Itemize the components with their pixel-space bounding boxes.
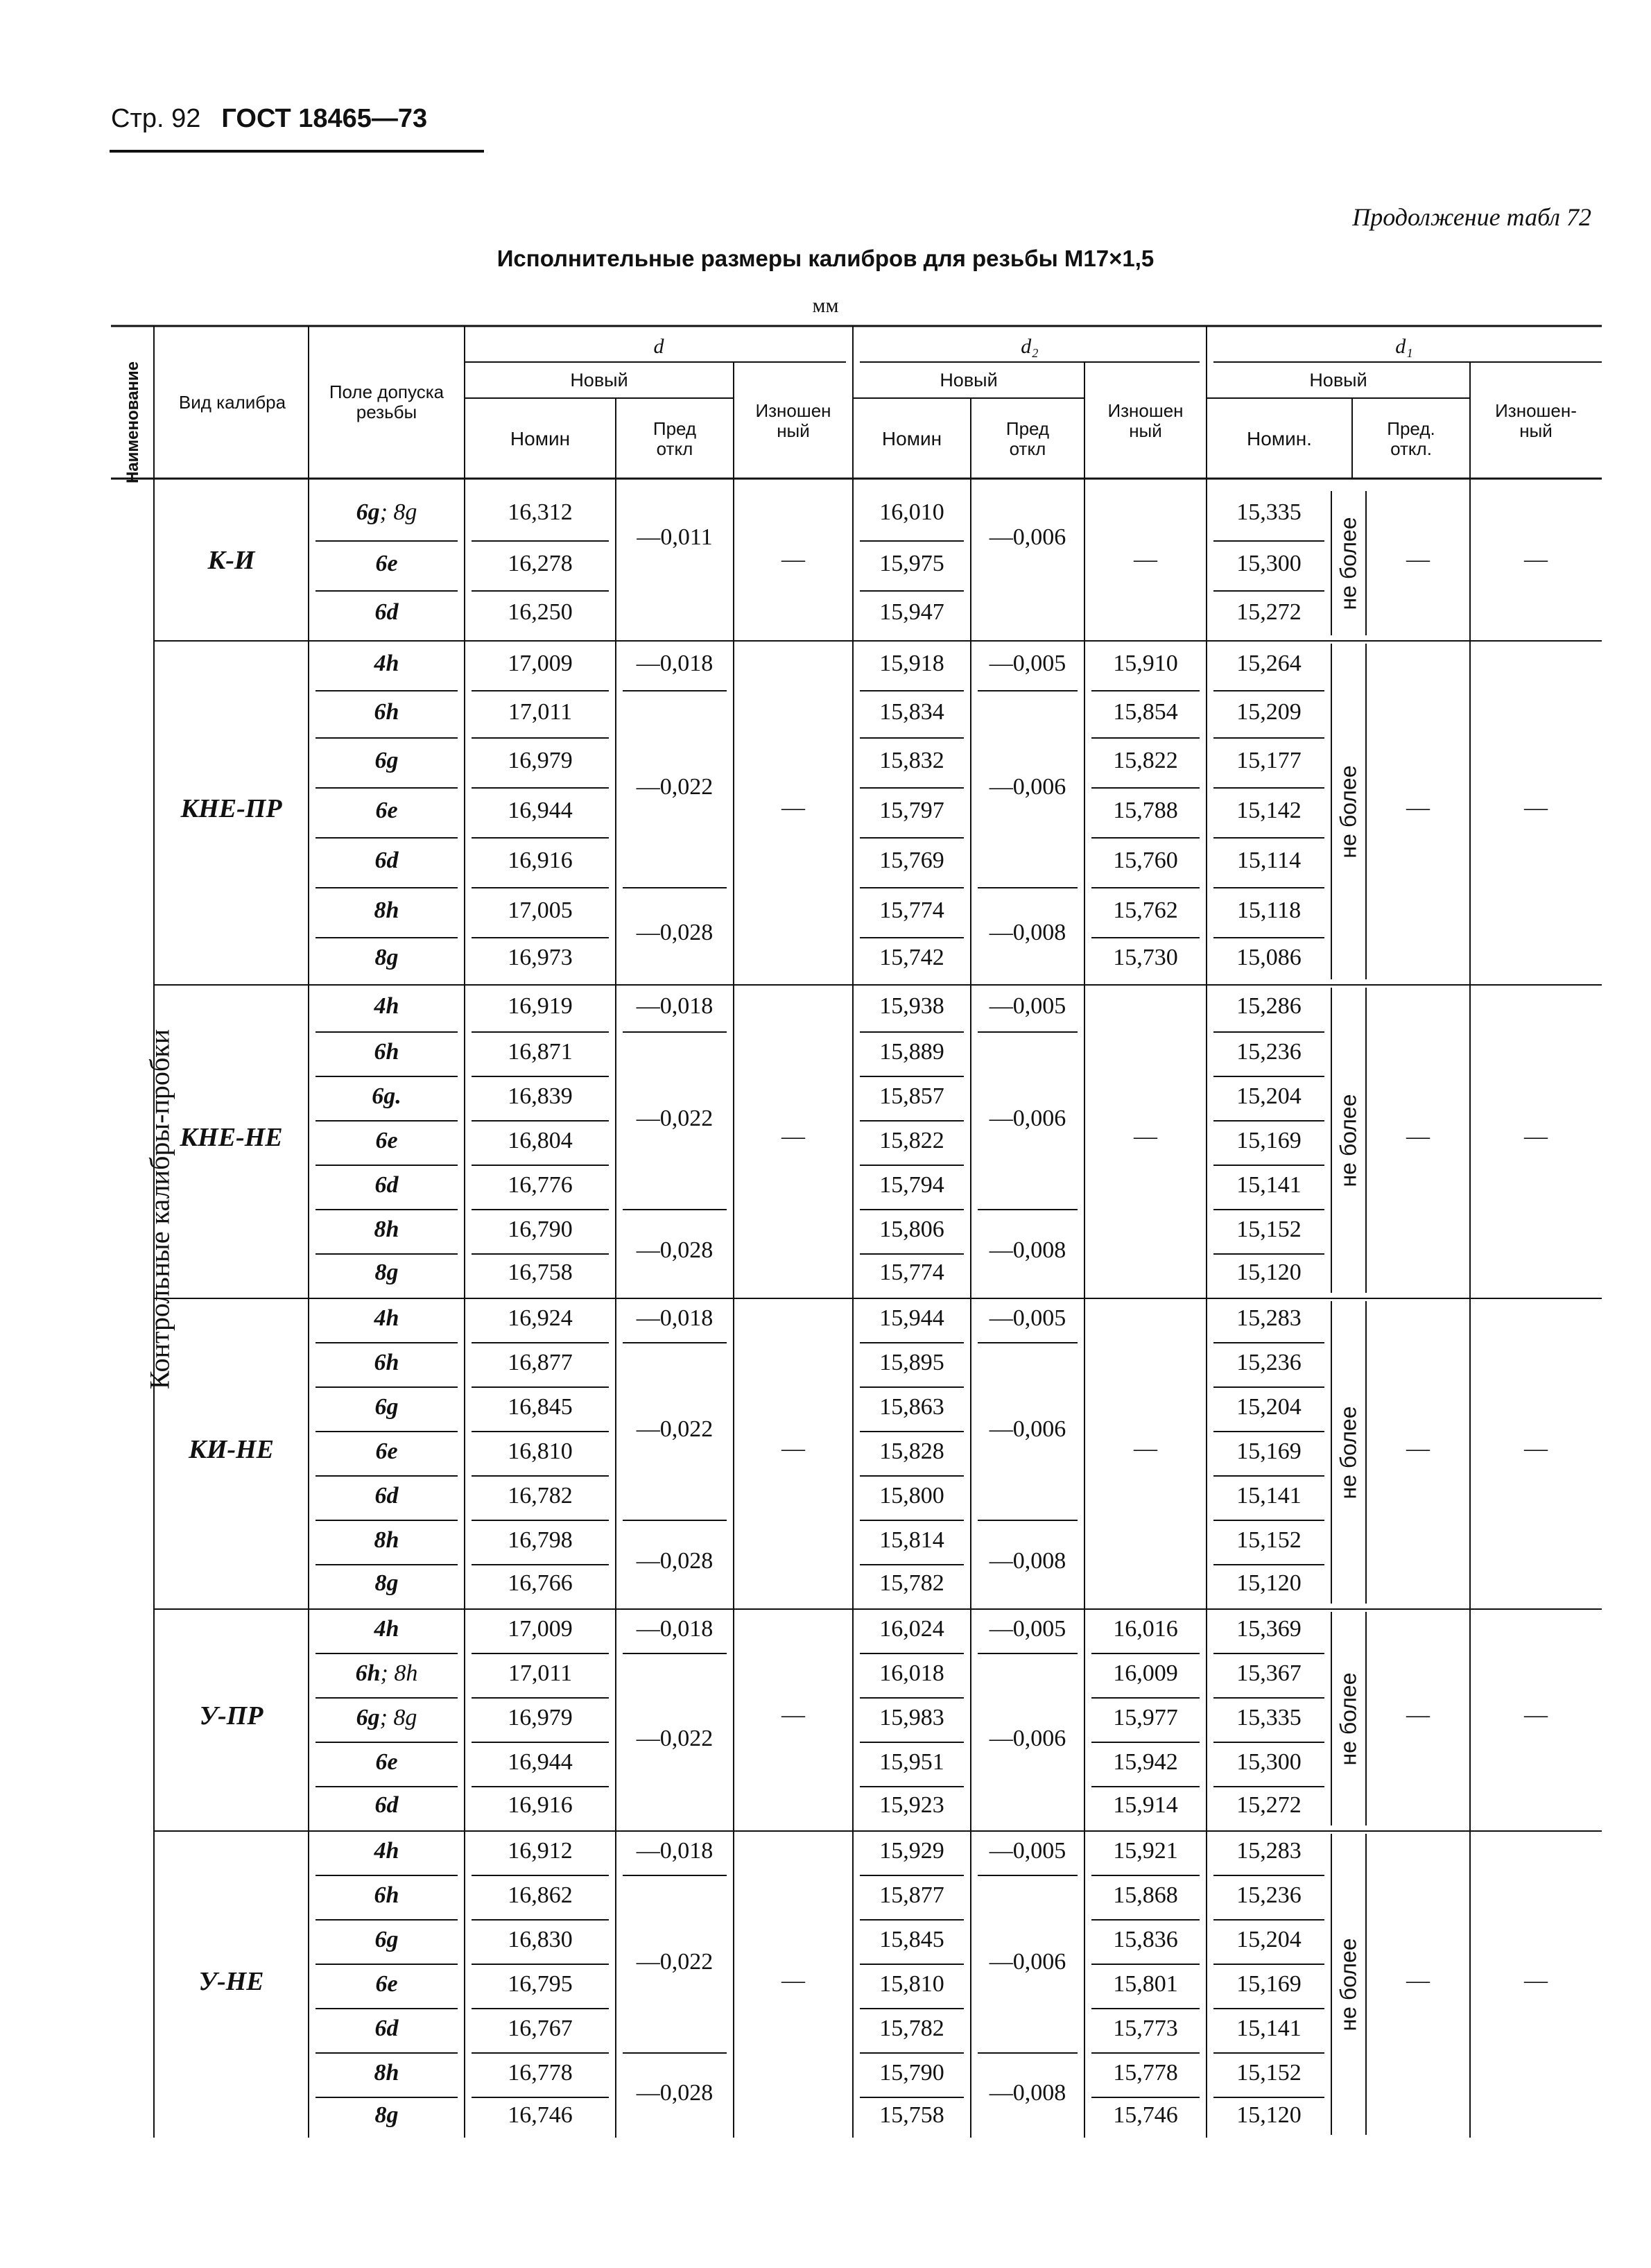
d-nominal-value: 16,766 — [508, 1570, 573, 1596]
d1-nominal-value: 15,204 — [1236, 1927, 1302, 1952]
d1-nominal-value: 15,300 — [1236, 551, 1302, 576]
d-nominal-value: 16,767 — [508, 2016, 573, 2041]
d-nominal-value: 17,011 — [508, 1660, 573, 1686]
not-more-label: не более — [1336, 517, 1361, 610]
d-nominal-value: 16,973 — [508, 945, 573, 970]
d-nominal-value: 17,011 — [508, 699, 573, 725]
tolerance-cell: 6g; 8g — [356, 499, 417, 525]
d1-nominal-value: 15,204 — [1236, 1394, 1302, 1420]
tolerance-cell — [309, 1217, 465, 1243]
d-deviation-value: —0,028 — [636, 2080, 714, 2106]
tolerance-cell — [309, 945, 465, 971]
tolerance-cell — [309, 2016, 465, 2042]
tolerance-cell — [309, 551, 465, 577]
d-deviation-value: —0,022 — [636, 774, 714, 800]
d1-worn-dash: — — [1524, 1968, 1548, 1993]
tolerance-cell — [309, 651, 465, 677]
tolerance-cell — [309, 897, 465, 924]
tolerance-cell — [309, 1616, 465, 1642]
column-header-d1-worn: Изношен-ный — [1495, 400, 1577, 441]
d1-worn-dash: — — [1524, 795, 1548, 821]
d2-worn-value: 15,854 — [1113, 699, 1178, 725]
d1-nominal-value: 15,120 — [1236, 1570, 1302, 1596]
d-nominal-value: 16,810 — [508, 1438, 573, 1464]
d2-deviation-value: —0,006 — [989, 1949, 1066, 1975]
tolerance-value: 8g — [374, 2102, 399, 2128]
tolerance-value: 6d — [374, 2016, 399, 2041]
d-deviation-value: —0,018 — [636, 1305, 714, 1331]
tolerance-value-alt: 8g — [393, 1705, 417, 1730]
d1-nominal-value: 15,152 — [1236, 2060, 1302, 2086]
d-nominal-value: 16,790 — [508, 1217, 573, 1242]
tolerance-value: 6e — [375, 551, 398, 576]
d1-worn-dash: — — [1524, 547, 1548, 572]
d1-nominal-value: 15,169 — [1236, 1971, 1302, 1997]
d2-deviation-value: —0,008 — [989, 2080, 1066, 2106]
d1-nominal-value: 15,272 — [1236, 599, 1302, 625]
d-nominal-value: 16,912 — [508, 1838, 573, 1864]
d-deviation-value: —0,018 — [636, 651, 714, 676]
d2-worn-value: 15,788 — [1113, 798, 1178, 823]
tolerance-cell — [309, 1039, 465, 1065]
d2-nominal-value: 15,790 — [879, 2060, 944, 2086]
d2-deviation-value: —0,005 — [989, 993, 1066, 1019]
d-nominal-value: 16,845 — [508, 1394, 573, 1420]
column-header-name: Наименование — [123, 361, 142, 484]
tolerance-value: 6d — [374, 1172, 399, 1198]
tolerance-value: 6h — [374, 1039, 399, 1065]
tolerance-cell — [309, 1792, 465, 1819]
d2-nominal-value: 15,845 — [879, 1927, 944, 1952]
tolerance-value: 6d — [374, 599, 399, 625]
d1-nominal-value: 15,142 — [1236, 798, 1302, 823]
d2-deviation-value: —0,008 — [989, 1237, 1066, 1263]
tolerance-value: 6g — [356, 499, 380, 525]
tolerance-value: 8g — [374, 945, 399, 970]
d2-worn-value: 15,977 — [1113, 1705, 1178, 1730]
column-header-d-deviation: Пред откл — [652, 418, 697, 459]
gauge-name: КНЕ-ПР — [180, 794, 282, 823]
tolerance-value: 6h — [374, 1350, 399, 1375]
d1-nominal-value: 15,335 — [1236, 499, 1302, 525]
d1-deviation-dash: — — [1406, 547, 1430, 572]
d2-deviation-value: —0,008 — [989, 1548, 1066, 1574]
d2-worn-value: 15,778 — [1113, 2060, 1178, 2086]
d2-nominal-value: 15,938 — [879, 993, 944, 1019]
d-nominal-value: 16,278 — [508, 551, 573, 576]
column-header-d1-nominal: Номин. — [1247, 427, 1312, 449]
d1-nominal-value: 15,086 — [1236, 945, 1302, 970]
d-nominal-value: 16,798 — [508, 1527, 573, 1553]
d2-worn-value: 15,868 — [1113, 1882, 1178, 1908]
d-nominal-value: 16,839 — [508, 1083, 573, 1109]
tolerance-cell — [309, 1838, 465, 1864]
tolerance-value: 8h — [374, 2060, 399, 2086]
d-nominal-value: 16,979 — [508, 1705, 573, 1730]
tolerance-value: 6e — [375, 798, 398, 823]
tolerance-cell — [309, 1083, 465, 1110]
tolerance-value: 8g — [374, 1260, 399, 1285]
not-more-label: не более — [1336, 1938, 1361, 2031]
tolerance-value: 6g — [356, 1705, 380, 1730]
d-worn-dash: — — [781, 1124, 805, 1149]
d1-nominal-value: 15,300 — [1236, 1749, 1302, 1775]
d2-nominal-value: 15,877 — [879, 1882, 944, 1908]
d-nominal-value: 16,830 — [508, 1927, 573, 1952]
d-nominal-value: 16,919 — [508, 993, 573, 1019]
d2-deviation-value: —0,006 — [989, 774, 1066, 800]
d2-nominal-value: 15,742 — [879, 945, 944, 970]
d-worn-dash: — — [781, 1968, 805, 1993]
tolerance-cell — [309, 1927, 465, 1953]
tolerance-cell — [309, 1394, 465, 1420]
d2-worn-dash: — — [1134, 1436, 1157, 1461]
tolerance-value: 4h — [374, 1838, 399, 1864]
d-nominal-value: 16,250 — [508, 599, 573, 625]
not-more-label: не более — [1336, 1094, 1361, 1187]
d1-deviation-dash: — — [1406, 1702, 1430, 1728]
d2-deviation-value: —0,006 — [989, 1416, 1066, 1442]
tolerance-cell — [309, 699, 465, 725]
d2-nominal-value: 15,944 — [879, 1305, 944, 1331]
d-deviation-value: —0,018 — [636, 993, 714, 1019]
d2-nominal-value: 15,828 — [879, 1438, 944, 1464]
d-nominal-value: 16,804 — [508, 1128, 573, 1153]
d-nominal-value: 16,778 — [508, 2060, 573, 2086]
not-more-label: не более — [1336, 1406, 1361, 1500]
tolerance-cell — [309, 599, 465, 626]
tolerance-cell — [309, 993, 465, 1020]
d1-nominal-value: 15,283 — [1236, 1305, 1302, 1331]
d-deviation-value: —0,028 — [636, 1237, 714, 1263]
column-header-d2-worn: Изношен ный — [1107, 400, 1184, 441]
gauge-name: К-И — [207, 546, 255, 575]
d2-nominal-value: 16,018 — [879, 1660, 944, 1686]
d1-nominal-value: 15,169 — [1236, 1438, 1302, 1464]
d-nominal-value: 16,776 — [508, 1172, 573, 1198]
d-deviation-value: —0,028 — [636, 1548, 714, 1574]
d-nominal-value: 16,862 — [508, 1882, 573, 1908]
column-header-d: d — [653, 334, 664, 358]
d1-nominal-value: 15,177 — [1236, 748, 1302, 773]
d1-nominal-value: 15,114 — [1236, 848, 1302, 873]
d1-worn-dash: — — [1524, 1124, 1548, 1149]
d1-nominal-value: 15,367 — [1236, 1660, 1302, 1686]
d2-worn-value: 15,773 — [1113, 2016, 1178, 2041]
column-header-d-worn: Изношен ный — [755, 400, 831, 441]
d1-nominal-value: 15,209 — [1236, 699, 1302, 725]
tolerance-value: 8h — [374, 897, 399, 923]
d2-nominal-value: 15,800 — [879, 1483, 944, 1509]
gauge-name: КИ-НЕ — [189, 1435, 274, 1464]
tolerance-value: 4h — [374, 1305, 399, 1331]
d-deviation-value: —0,018 — [636, 1616, 714, 1642]
d-nominal-value: 16,782 — [508, 1483, 573, 1509]
d2-nominal-value: 15,822 — [879, 1128, 944, 1153]
d2-worn-value: 15,822 — [1113, 748, 1178, 773]
document-code: ГОСТ 18465—73 — [221, 104, 428, 133]
d1-nominal-value: 15,369 — [1236, 1616, 1302, 1642]
gauge-name: У-НЕ — [198, 1967, 264, 1996]
d2-worn-value: 15,836 — [1113, 1927, 1178, 1952]
d-nominal-value: 16,944 — [508, 798, 573, 823]
d2-nominal-value: 16,024 — [879, 1616, 944, 1642]
tolerance-value: 8h — [374, 1217, 399, 1242]
d2-deviation-value: —0,006 — [989, 524, 1066, 550]
tolerance-cell — [309, 848, 465, 874]
d1-deviation-dash: — — [1406, 1124, 1430, 1149]
d1-nominal-value: 15,141 — [1236, 1483, 1302, 1509]
tolerance-cell — [309, 748, 465, 774]
tolerance-value: 6d — [374, 1792, 399, 1818]
d-deviation-value: —0,018 — [636, 1838, 714, 1864]
gauge-name: КНЕ-НЕ — [180, 1123, 283, 1152]
tolerance-cell: 6g; 8g — [356, 1705, 417, 1730]
d2-deviation-value: —0,005 — [989, 651, 1066, 676]
d-worn-dash: — — [781, 547, 805, 572]
d2-worn-value: 15,921 — [1113, 1838, 1178, 1864]
tolerance-value: 6h — [374, 1882, 399, 1908]
tolerance-value: 6g. — [372, 1083, 401, 1109]
d2-worn-dash: — — [1134, 1124, 1157, 1149]
d2-worn-value: 15,942 — [1113, 1749, 1178, 1775]
tolerance-cell — [309, 1305, 465, 1332]
d-deviation-value: —0,022 — [636, 1949, 714, 1975]
table-title: Исполнительные размеры калибров для резьбы М17×1,5 — [496, 246, 1155, 271]
d-nominal-value: 16,746 — [508, 2102, 573, 2128]
d-deviation-value: —0,022 — [636, 1106, 714, 1131]
column-header-d1-new: Новый — [1309, 370, 1367, 391]
column-header-d2-deviation: Пред откл — [1005, 418, 1050, 459]
tolerance-cell — [309, 1350, 465, 1376]
d2-worn-value: 15,801 — [1113, 1971, 1178, 1997]
column-header-d2-nominal: Номин — [881, 427, 942, 449]
d2-nominal-value: 15,863 — [879, 1394, 944, 1420]
d2-nominal-value: 15,774 — [879, 1260, 944, 1285]
d2-nominal-value: 15,918 — [879, 651, 944, 676]
d2-worn-value: 15,746 — [1113, 2102, 1178, 2128]
d2-worn-value: 16,009 — [1113, 1660, 1178, 1686]
d2-nominal-value: 15,806 — [879, 1217, 944, 1242]
d-worn-dash: — — [781, 1436, 805, 1461]
gauge-name: У-ПР — [199, 1701, 263, 1730]
d1-deviation-dash: — — [1406, 1968, 1430, 1993]
d2-nominal-value: 15,929 — [879, 1838, 944, 1864]
d-nominal-value: 16,916 — [508, 848, 573, 873]
d1-nominal-value: 15,335 — [1236, 1705, 1302, 1730]
tolerance-value: 6e — [375, 1749, 398, 1775]
tolerance-cell — [309, 2102, 465, 2129]
d1-nominal-value: 15,152 — [1236, 1527, 1302, 1553]
tolerance-cell: 6h; 8h — [355, 1660, 418, 1686]
d2-nominal-value: 15,889 — [879, 1039, 944, 1065]
d1-nominal-value: 15,272 — [1236, 1792, 1302, 1818]
d2-nominal-value: 15,758 — [879, 2102, 944, 2128]
tolerance-value: 6g — [374, 1394, 399, 1420]
d2-nominal-value: 15,923 — [879, 1792, 944, 1818]
column-header-d2: d₂ — [1021, 334, 1039, 358]
column-header-d-nominal: Номин — [510, 427, 571, 449]
d-nominal-value: 16,758 — [508, 1260, 573, 1285]
tolerance-value: 6d — [374, 848, 399, 873]
tolerance-cell — [309, 1260, 465, 1286]
tolerance-value: 6g — [374, 1927, 399, 1952]
d1-nominal-value: 15,141 — [1236, 1172, 1302, 1198]
d2-deviation-value: —0,005 — [989, 1616, 1066, 1642]
d1-nominal-value: 15,283 — [1236, 1838, 1302, 1864]
tolerance-cell — [309, 798, 465, 824]
tolerance-value: 6e — [375, 1128, 398, 1153]
d1-deviation-dash: — — [1406, 795, 1430, 821]
d-nominal-value: 16,871 — [508, 1039, 573, 1065]
tolerance-cell — [309, 1172, 465, 1199]
d2-worn-value: 15,730 — [1113, 945, 1178, 970]
d1-nominal-value: 15,118 — [1236, 897, 1302, 923]
d1-nominal-value: 15,204 — [1236, 1083, 1302, 1109]
table-continuation: Продолжение табл 72 — [1352, 203, 1591, 231]
d2-worn-value: 15,760 — [1113, 848, 1178, 873]
tolerance-value: 4h — [374, 993, 399, 1019]
d1-nominal-value: 15,264 — [1236, 651, 1302, 676]
tolerance-value: 6e — [375, 1438, 398, 1464]
d1-nominal-value: 15,236 — [1236, 1039, 1302, 1065]
d2-deviation-value: —0,005 — [989, 1838, 1066, 1864]
tolerance-cell — [309, 1527, 465, 1554]
d1-deviation-dash: — — [1406, 1436, 1430, 1461]
d2-nominal-value: 15,857 — [879, 1083, 944, 1109]
tolerance-cell — [309, 1128, 465, 1154]
tolerance-cell — [309, 1882, 465, 1909]
d2-nominal-value: 15,895 — [879, 1350, 944, 1375]
not-more-label: не более — [1336, 1672, 1361, 1766]
d2-nominal-value: 15,782 — [879, 2016, 944, 2041]
d-deviation-value: —0,028 — [636, 920, 714, 945]
d1-worn-dash: — — [1524, 1436, 1548, 1461]
section-label: Контрольные калибры-пробки — [144, 1029, 175, 1390]
d2-nominal-value: 15,769 — [879, 848, 944, 873]
tolerance-value: 6d — [374, 1483, 399, 1509]
units-label: мм — [812, 294, 839, 317]
d-nominal-value: 16,916 — [508, 1792, 573, 1818]
d2-worn-value: 16,016 — [1113, 1616, 1178, 1642]
column-header-d2-new: Новый — [940, 370, 998, 391]
d1-nominal-value: 15,169 — [1236, 1128, 1302, 1153]
d-worn-dash: — — [781, 795, 805, 821]
column-header-d1-deviation: Пред. откл. — [1387, 418, 1435, 459]
tolerance-cell — [309, 1749, 465, 1776]
d2-nominal-value: 15,814 — [879, 1527, 944, 1553]
tolerance-value: 4h — [374, 1616, 399, 1642]
d2-worn-value: 15,910 — [1113, 651, 1178, 676]
d1-nominal-value: 15,236 — [1236, 1350, 1302, 1375]
tolerance-cell — [309, 2060, 465, 2086]
d2-deviation-value: —0,006 — [989, 1106, 1066, 1131]
d-nominal-value: 17,009 — [508, 1616, 573, 1642]
d2-worn-value: 15,914 — [1113, 1792, 1178, 1818]
tolerance-value: 8h — [374, 1527, 399, 1553]
d-nominal-value: 16,979 — [508, 748, 573, 773]
d2-nominal-value: 15,797 — [879, 798, 944, 823]
tolerance-value: 8g — [374, 1570, 399, 1596]
column-header-d-new: Новый — [570, 370, 628, 391]
d-nominal-value: 16,924 — [508, 1305, 573, 1331]
d2-nominal-value: 15,834 — [879, 699, 944, 725]
d-deviation-value: —0,022 — [636, 1726, 714, 1751]
d2-nominal-value: 15,774 — [879, 897, 944, 923]
not-more-label: не более — [1336, 765, 1361, 859]
d-nominal-value: 17,005 — [508, 897, 573, 923]
tolerance-cell — [309, 1438, 465, 1465]
tolerance-value: 6h — [374, 699, 399, 725]
d-nominal-value: 16,312 — [508, 499, 573, 525]
page-number: Стр. 92 — [111, 104, 201, 133]
d-nominal-value: 17,009 — [508, 651, 573, 676]
tolerance-value-alt: 8g — [393, 499, 417, 525]
d-nominal-value: 16,795 — [508, 1971, 573, 1997]
d1-nominal-value: 15,141 — [1236, 2016, 1302, 2041]
d2-nominal-value: 15,832 — [879, 748, 944, 773]
d2-nominal-value: 15,947 — [879, 599, 944, 625]
d2-worn-value: 15,762 — [1113, 897, 1178, 923]
d1-nominal-value: 15,120 — [1236, 1260, 1302, 1285]
tolerance-value: 6g — [374, 748, 399, 773]
column-header-kind: Вид калибра — [178, 391, 286, 413]
d2-nominal-value: 15,975 — [879, 551, 944, 576]
d1-nominal-value: 15,286 — [1236, 993, 1302, 1019]
tolerance-value: 6e — [375, 1971, 398, 1997]
column-header-tolerance: Поле допуска резьбы — [329, 381, 444, 422]
tolerance-value-alt: 8h — [394, 1660, 418, 1686]
d-deviation-value: —0,022 — [636, 1416, 714, 1442]
tolerance-value: 6h — [355, 1660, 381, 1686]
d-nominal-value: 16,877 — [508, 1350, 573, 1375]
d1-worn-dash: — — [1524, 1702, 1548, 1728]
tolerance-value: 4h — [374, 651, 399, 676]
d2-deviation-value: —0,008 — [989, 920, 1066, 945]
d1-nominal-value: 15,152 — [1236, 1217, 1302, 1242]
d2-deviation-value: —0,006 — [989, 1726, 1066, 1751]
d2-nominal-value: 15,810 — [879, 1971, 944, 1997]
d2-nominal-value: 15,951 — [879, 1749, 944, 1775]
tolerance-cell — [309, 1570, 465, 1597]
tolerance-cell — [309, 1971, 465, 1998]
d-worn-dash: — — [781, 1702, 805, 1728]
d2-nominal-value: 15,794 — [879, 1172, 944, 1198]
d-deviation-value: —0,011 — [637, 524, 713, 550]
d2-deviation-value: —0,005 — [989, 1305, 1066, 1331]
tolerance-cell — [309, 1483, 465, 1509]
d2-nominal-value: 15,782 — [879, 1570, 944, 1596]
d2-worn-dash: — — [1134, 547, 1157, 572]
d2-nominal-value: 15,983 — [879, 1705, 944, 1730]
d1-nominal-value: 15,236 — [1236, 1882, 1302, 1908]
d1-nominal-value: 15,120 — [1236, 2102, 1302, 2128]
d-nominal-value: 16,944 — [508, 1749, 573, 1775]
column-header-d1: d₁ — [1395, 334, 1413, 358]
d2-nominal-value: 16,010 — [879, 499, 944, 525]
